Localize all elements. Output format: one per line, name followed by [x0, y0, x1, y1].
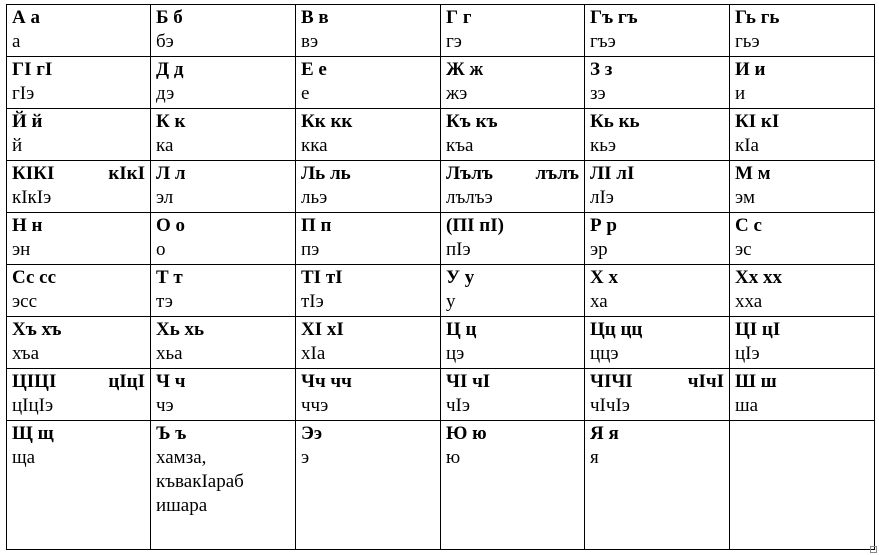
letter-cell	[151, 317, 296, 369]
letter-cell	[730, 161, 875, 213]
letter-name: и	[735, 83, 746, 104]
letter-glyph: В в	[301, 7, 329, 28]
letter-name: лIэ	[590, 187, 614, 208]
letter-glyph: Гь гь	[735, 7, 780, 28]
letter-cell	[151, 265, 296, 317]
letter-glyph	[12, 162, 145, 186]
letter-glyph: Е е	[301, 59, 327, 80]
letter-glyph: Ээ	[301, 423, 323, 444]
letter-lowercase: цIцI	[108, 371, 145, 392]
letter-name: а	[12, 31, 21, 52]
letter-glyph: Хх хх	[735, 267, 782, 288]
letter-cell	[296, 161, 441, 213]
letter-cell	[730, 5, 875, 57]
letter-glyph: Ль ль	[301, 163, 351, 184]
letter-glyph: Ц ц	[446, 319, 477, 340]
letter-cell	[585, 421, 730, 550]
table-row	[7, 5, 875, 57]
letter-cell	[441, 5, 585, 57]
letter-glyph: Д д	[156, 59, 184, 80]
letter-name: бэ	[156, 31, 174, 52]
letter-cell	[441, 421, 585, 550]
letter-glyph: С с	[735, 215, 762, 236]
letter-name: хъа	[12, 343, 40, 364]
letter-name: э	[301, 447, 310, 468]
letter-cell	[441, 369, 585, 421]
letter-name: ччэ	[301, 395, 329, 416]
letter-cell	[7, 5, 151, 57]
letter-lowercase: лълъ	[535, 163, 579, 184]
table-resize-handle[interactable]	[870, 546, 877, 553]
letter-glyph: Сс сс	[12, 267, 57, 288]
letter-name: эн	[12, 239, 31, 260]
table-row	[7, 57, 875, 109]
letter-glyph: Гъ гъ	[590, 7, 638, 28]
letter-lowercase: чIчI	[687, 371, 724, 392]
letter-uppercase: ЧIЧI	[590, 371, 633, 392]
letter-cell	[296, 213, 441, 265]
letter-name: пIэ	[446, 239, 471, 260]
letter-name: я	[590, 447, 599, 468]
letter-glyph: Й й	[12, 111, 43, 132]
letter-glyph	[590, 370, 724, 394]
letter-name: ццэ	[590, 343, 619, 364]
alphabet-table	[6, 4, 875, 550]
letter-lowercase: кIкI	[108, 163, 145, 184]
letter-glyph: О о	[156, 215, 186, 236]
table-row	[7, 161, 875, 213]
letter-glyph: Г г	[446, 7, 472, 28]
letter-glyph: Т т	[156, 267, 183, 288]
letter-cell	[730, 109, 875, 161]
letter-name: хамза, къвакIараб ишара	[156, 447, 244, 516]
letter-name: хIа	[301, 343, 326, 364]
letter-glyph: П п	[301, 215, 332, 236]
letter-cell	[296, 421, 441, 550]
letter-name: ха	[590, 291, 608, 312]
letter-glyph: ЛI лI	[590, 163, 635, 184]
letter-cell	[585, 213, 730, 265]
letter-cell	[585, 57, 730, 109]
letter-glyph	[446, 162, 579, 186]
letter-name: ка	[156, 135, 174, 156]
letter-cell	[7, 265, 151, 317]
letter-glyph: Цц цц	[590, 319, 643, 340]
letter-cell	[585, 5, 730, 57]
letter-name: эс	[735, 239, 752, 260]
letter-name: эм	[735, 187, 756, 208]
letter-glyph: Ш ш	[735, 371, 777, 392]
letter-name: эр	[590, 239, 608, 260]
letter-name: хха	[735, 291, 763, 312]
letter-uppercase: Лълъ	[446, 163, 493, 184]
letter-name: кIкIэ	[12, 187, 52, 208]
letter-name: кIа	[735, 135, 759, 156]
letter-glyph: КI кI	[735, 111, 780, 132]
letter-name: лълъэ	[446, 187, 493, 208]
letter-cell	[730, 369, 875, 421]
letter-cell	[730, 265, 875, 317]
letter-cell	[585, 161, 730, 213]
letter-glyph: ЦI цI	[735, 319, 781, 340]
letter-name: ю	[446, 447, 461, 468]
letter-cell	[441, 161, 585, 213]
letter-cell	[7, 109, 151, 161]
letter-name: гьэ	[735, 31, 760, 52]
letter-cell	[441, 317, 585, 369]
letter-glyph: Л л	[156, 163, 186, 184]
letter-cell	[441, 213, 585, 265]
letter-cell	[7, 317, 151, 369]
table-row	[7, 213, 875, 265]
letter-cell	[7, 57, 151, 109]
letter-glyph: Ъ ъ	[156, 423, 187, 444]
letter-glyph: У у	[446, 267, 475, 288]
letter-glyph: Ю ю	[446, 423, 487, 444]
letter-glyph: И и	[735, 59, 766, 80]
letter-glyph: ГI гI	[12, 59, 53, 80]
letter-glyph: Ч ч	[156, 371, 186, 392]
letter-name: е	[301, 83, 310, 104]
letter-name: зэ	[590, 83, 606, 104]
empty-cell	[730, 421, 875, 550]
letter-name: вэ	[301, 31, 319, 52]
letter-glyph	[12, 370, 145, 394]
letter-name: хьа	[156, 343, 183, 364]
letter-glyph: ЧI чI	[446, 371, 491, 392]
letter-cell	[296, 369, 441, 421]
letter-cell	[730, 57, 875, 109]
letter-cell	[7, 213, 151, 265]
letter-cell	[296, 317, 441, 369]
letter-name: кьэ	[590, 135, 617, 156]
letter-cell	[151, 161, 296, 213]
letter-cell	[585, 369, 730, 421]
letter-name: цIэ	[735, 343, 760, 364]
letter-name: жэ	[446, 83, 468, 104]
letter-name: дэ	[156, 83, 175, 104]
letter-name: чэ	[156, 395, 174, 416]
letter-name: тэ	[156, 291, 173, 312]
letter-name: ща	[12, 447, 36, 468]
letter-name: о	[156, 239, 166, 260]
table-row	[7, 421, 875, 550]
letter-cell	[151, 5, 296, 57]
letter-name: цэ	[446, 343, 465, 364]
letter-glyph: Хъ хъ	[12, 319, 62, 340]
letter-glyph: Хь хь	[156, 319, 205, 340]
letter-cell	[296, 109, 441, 161]
letter-cell	[296, 5, 441, 57]
letter-glyph: ХI хI	[301, 319, 344, 340]
table-row	[7, 109, 875, 161]
letter-cell	[151, 57, 296, 109]
letter-glyph: Чч чч	[301, 371, 352, 392]
letter-cell	[151, 369, 296, 421]
letter-name: ша	[735, 395, 759, 416]
letter-glyph: Щ щ	[12, 423, 54, 444]
letter-name: гэ	[446, 31, 462, 52]
letter-glyph: А а	[12, 7, 40, 28]
table-row	[7, 265, 875, 317]
letter-glyph: ТI тI	[301, 267, 343, 288]
letter-glyph: М м	[735, 163, 771, 184]
letter-glyph: Я я	[590, 423, 619, 444]
letter-glyph: З з	[590, 59, 613, 80]
letter-glyph: Х х	[590, 267, 618, 288]
letter-name: гъэ	[590, 31, 616, 52]
letter-cell	[151, 109, 296, 161]
letter-cell	[7, 421, 151, 550]
letter-glyph: К к	[156, 111, 186, 132]
letter-cell	[7, 369, 151, 421]
letter-name: цIцIэ	[12, 395, 54, 416]
letter-name: гIэ	[12, 83, 35, 104]
letter-cell	[7, 161, 151, 213]
letter-cell	[730, 317, 875, 369]
letter-name: у	[446, 291, 456, 312]
letter-cell	[441, 109, 585, 161]
letter-glyph: Ж ж	[446, 59, 484, 80]
letter-cell	[585, 317, 730, 369]
table-row	[7, 369, 875, 421]
letter-cell	[296, 57, 441, 109]
letter-glyph: Къ къ	[446, 111, 498, 132]
letter-glyph: Б б	[156, 7, 183, 28]
letter-cell	[296, 265, 441, 317]
table-row	[7, 317, 875, 369]
letter-uppercase: ЦIЦI	[12, 371, 57, 392]
letter-cell	[585, 109, 730, 161]
letter-name: чIчIэ	[590, 395, 630, 416]
letter-glyph: Р р	[590, 215, 617, 236]
letter-glyph: Кь кь	[590, 111, 640, 132]
letter-glyph: Н н	[12, 215, 43, 236]
letter-name: чIэ	[446, 395, 471, 416]
letter-cell	[151, 421, 296, 550]
letter-cell	[151, 213, 296, 265]
letter-glyph: Кк кк	[301, 111, 353, 132]
letter-cell	[441, 57, 585, 109]
letter-name: къа	[446, 135, 474, 156]
letter-name: тIэ	[301, 291, 324, 312]
letter-uppercase: КIКI	[12, 163, 55, 184]
letter-name: эсс	[12, 291, 38, 312]
letter-cell	[730, 213, 875, 265]
letter-cell	[585, 265, 730, 317]
letter-name: кка	[301, 135, 328, 156]
letter-glyph: (ПI пI)	[446, 215, 504, 236]
letter-cell	[441, 265, 585, 317]
letter-name: льэ	[301, 187, 328, 208]
letter-name: пэ	[301, 239, 320, 260]
letter-name: эл	[156, 187, 174, 208]
letter-name: й	[12, 135, 23, 156]
